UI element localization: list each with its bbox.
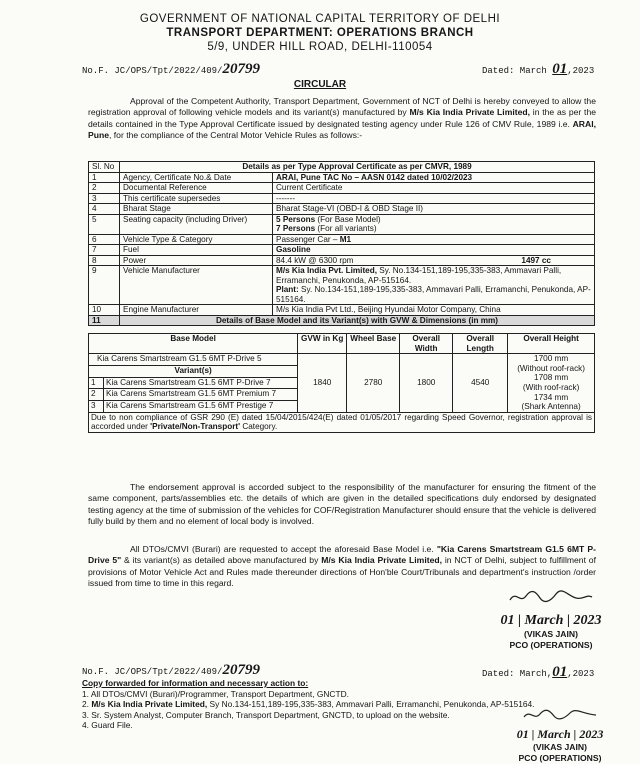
approval-paragraph: Approval of the Competent Authority, Transport Department, Government of NCT of Delhi is hereby conveyed to allow the registration approval of following vehicle models and its variant(s) manufactured by M/s Kia India Private Limited, in the as per the details contained in the Type Approval Certificate issued by designated testing agency under Rule 126 of CMV Rule, 1989 i.e. ARAI, Pune, for the compliance of the Central Motor Vehicle Rules as follows:- <box>88 96 597 141</box>
signature-block-copy <box>500 708 620 764</box>
table-row: 1 Agency, Certificate No.& Date ARAI, Pune TAC No – AASN 0142 dated 10/02/2023 <box>89 172 595 183</box>
table-row: 5 Seating capacity (including Driver) 5 Persons (For Base Model) 7 Persons (For all variants) <box>89 214 595 234</box>
handwritten-day: 01 <box>552 61 568 77</box>
signatory-name: (VIKAS JAIN) <box>533 742 587 752</box>
instruction-paragraph: All DTOs/CMVI (Burari) are requested to accept the aforesaid Base Model i.e. "Kia Carens Smartstream G1.5 6MT P-Drive 5" & its variant(s) as detailed above manufactured by M/s Kia India Private Limited, in NCT of Delhi, subject to fulfillment of provisions of Motor Vehicle Act and Rules made thereunder directions of Hon'ble Court/Tribunals and department's instruction /order issued from time to time in this regard. <box>88 544 597 589</box>
letterhead <box>0 0 640 54</box>
signatory-title: PCO (OPERATIONS) <box>509 640 593 650</box>
table-row: 3 Kia Carens Smartstream G1.5 6MT Prestige 7 <box>89 401 595 413</box>
overall-height: 1700 mm (Without roof-rack) 1708 mm (With roof-rack) 1734 mm (Shark Antenna) <box>508 354 595 413</box>
list-item: 2. M/s Kia India Private Limited, Sy No.134-151,189-195,335-383, Ammavari Palli, Erramanchi, Penukonda, AP-515164. <box>82 699 535 710</box>
handwritten-signature-date: 01 | March | 2023 <box>500 613 602 628</box>
department-name: TRANSPORT DEPARTMENT: OPERATIONS BRANCH <box>166 27 474 39</box>
signatory-name: (VIKAS JAIN) <box>524 629 578 639</box>
list-item: 3. Sr. System Analyst, Computer Branch, Transport Department, GNCTD, to upload on the website. <box>82 709 450 720</box>
signature-scribble-icon <box>520 708 600 722</box>
list-item: 4. Guard File. <box>82 720 133 731</box>
list-item: 1. All DTOs/CMVI (Burari)/Programmer, Transport Department, GNCTD. <box>82 688 349 699</box>
table-row: 8 Power 84.4 kW @ 6300 rpm 1497 cc <box>89 255 595 266</box>
endorsement-paragraph: The endorsement approval is accorded subject to the responsibility of the manufacturer for ensuring the fitment of the same component, parts/assemblies etc. the details of which are given in the detailed specifications duly endorsed by designated testing agency at the time of submission of the vehicles for COF/Registration Manufacturer should ensure that the vehicle is delivered fully build by them and no element of local body is involved. <box>88 482 596 527</box>
signatory-title: PCO (OPERATIONS) <box>518 753 602 763</box>
document-title: CIRCULAR <box>293 79 347 90</box>
table-row: Kia Carens Smartstream G1.5 6MT P-Drive 5 1840 2780 1800 4540 1700 mm (Without roof-rack) 1708 mm (With roof-rack) 1734 mm (Shark Antenna) <box>89 354 595 366</box>
table-row: 3 This certificate supersedes ------- <box>89 193 595 204</box>
table-row <box>89 412 595 432</box>
table-row: 10 Engine Manufacturer M/s Kia India Pvt Ltd., Beijing Hyundai Motor Company, China <box>89 305 595 316</box>
file-number-copy: No.F. JC/OPS/Tpt/2022/409/20799 <box>82 662 260 678</box>
table-row: 2 Kia Carens Smartstream G1.5 6MT Premium 7 <box>89 389 595 401</box>
sl-header: Sl. No <box>89 162 120 173</box>
reference-line <box>0 57 640 77</box>
table-row: 1 Kia Carens Smartstream G1.5 6MT P-Drive 7 <box>89 377 595 389</box>
table-row: 2 Documental Reference Current Certificate <box>89 183 595 194</box>
table-row: 11 Details of Base Model and its Variant(s) with GVW & Dimensions (in mm) <box>89 315 595 326</box>
table-row: 7 Fuel Gasoline <box>89 245 595 256</box>
signature-block <box>486 588 616 651</box>
handwritten-signature-date: 01 | March | 2023 <box>516 727 604 741</box>
dims-header-row: Base Model GVW in Kg Wheel Base Overall Width Overall Length Overall Height <box>89 334 595 354</box>
table-row: 9 Vehicle Manufacturer M/s Kia India Pvt. Limited, Sy. No.134-151,189-195,335-383, Ammavari Palli, Erramanchi, Penukonda, AP-515164. Plant: Sy. No.134-151,189-195,335-383, Ammavari Palli, Erramanchi, Penukonda, AP-515164. <box>89 266 595 305</box>
table-row: 4 Bharat Stage Bharat Stage-VI (OBD-I & OBD Stage II) <box>89 204 595 215</box>
specification-table <box>88 161 595 326</box>
copy-heading: Copy forwarded for information and necessary action to: <box>82 678 309 688</box>
dated: Dated: March 01,2023 <box>482 61 595 77</box>
dated-copy: Dated: March,01,2023 <box>482 664 595 680</box>
table-row: 6 Vehicle Type & Category Passenger Car – M1 <box>89 234 595 245</box>
spec-title: Details as per Type Approval Certificate as per CMVR, 1989 <box>120 162 595 173</box>
signature-scribble-icon <box>506 588 596 606</box>
file-number: No.F. JC/OPS/Tpt/2022/409/20799 <box>82 61 260 77</box>
table-row: Variant(s) <box>89 365 595 377</box>
handwritten-number: 20799 <box>222 61 260 77</box>
speed-governor-note: Due to non compliance of GSR 290 (E) dated 15/04/2015/424(E) dated 01/05/2017 regarding Speed Governor, registration approval is accorded under 'Private/Non-Transport' Category. <box>89 412 595 432</box>
department-address: 5/9, UNDER HILL ROAD, DELHI-110054 <box>207 41 433 53</box>
dimensions-table <box>88 333 595 433</box>
base-model: Kia Carens Smartstream G1.5 6MT P-Drive 5 <box>89 354 298 366</box>
govt-name: GOVERNMENT OF NATIONAL CAPITAL TERRITORY OF DELHI <box>139 13 501 25</box>
